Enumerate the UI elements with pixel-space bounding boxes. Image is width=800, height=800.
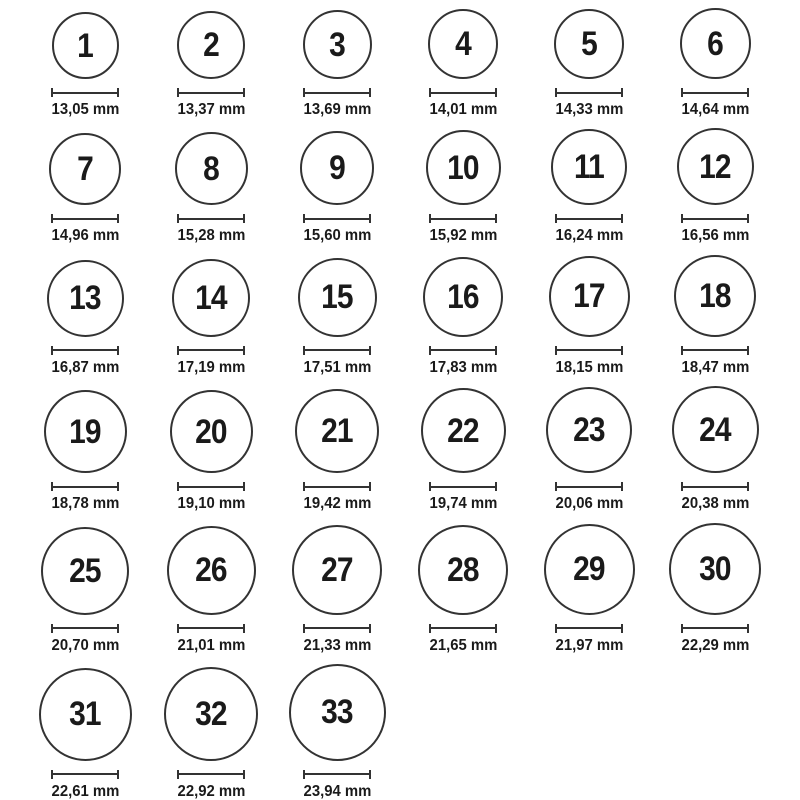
ring-size-number: 16 <box>447 277 479 316</box>
ring-circle <box>44 390 127 473</box>
diameter-ruler-icon <box>303 214 371 223</box>
ring-size-item <box>148 386 274 513</box>
diameter-ruler-icon <box>429 624 497 633</box>
diameter-ruler-icon <box>303 770 371 779</box>
ring-size-item <box>148 523 274 655</box>
ring-circle <box>300 131 374 205</box>
ring-size-number: 25 <box>69 551 101 590</box>
diameter-label: 17,19 mm <box>177 358 245 376</box>
ring-size-number: 31 <box>69 695 101 734</box>
ring-size-item <box>22 8 148 119</box>
diameter-ruler-icon <box>303 482 371 491</box>
ring-circle <box>672 386 759 473</box>
ring-size-number: 18 <box>699 276 731 315</box>
ring-circle <box>428 9 498 79</box>
ring-circle <box>669 523 761 615</box>
diameter-ruler-icon <box>177 482 245 491</box>
ring-circle <box>418 525 508 615</box>
diameter-ruler-icon <box>177 346 245 355</box>
ring-size-item <box>526 386 652 513</box>
diameter-label: 16,56 mm <box>681 227 749 245</box>
ring-size-number: 3 <box>329 25 345 64</box>
ring-size-item <box>400 255 526 377</box>
diameter-label: 16,24 mm <box>555 227 623 245</box>
ring-size-item <box>22 255 148 377</box>
diameter-label: 14,64 mm <box>681 101 749 118</box>
ring-size-item <box>652 386 778 513</box>
ring-size-item <box>526 255 652 377</box>
ring-size-number: 22 <box>447 411 479 450</box>
diameter-label: 21,65 mm <box>429 636 497 654</box>
ring-size-item <box>652 523 778 655</box>
ring-size-number: 2 <box>203 26 219 64</box>
diameter-ruler-icon <box>681 214 749 223</box>
ring-circle <box>47 260 124 337</box>
ring-circle <box>167 526 256 615</box>
ring-size-number: 12 <box>699 147 731 186</box>
ring-circle <box>295 389 379 473</box>
ring-circle <box>292 525 382 615</box>
ring-size-item <box>652 8 778 119</box>
diameter-label: 20,06 mm <box>555 495 623 513</box>
ring-size-number: 7 <box>77 150 93 189</box>
ring-circle <box>52 12 119 79</box>
diameter-label: 18,47 mm <box>681 358 749 376</box>
ring-circle <box>421 388 506 473</box>
ring-circle <box>172 259 250 337</box>
diameter-label: 15,28 mm <box>177 227 245 245</box>
diameter-ruler-icon <box>555 482 623 491</box>
diameter-label: 14,33 mm <box>555 101 623 118</box>
ring-circle <box>170 390 253 473</box>
diameter-ruler-icon <box>177 88 245 97</box>
diameter-ruler-icon <box>51 482 119 491</box>
diameter-label: 17,51 mm <box>303 358 371 376</box>
ring-circle <box>175 132 248 205</box>
diameter-ruler-icon <box>429 214 497 223</box>
diameter-label: 19,10 mm <box>177 495 245 513</box>
diameter-ruler-icon <box>51 770 119 779</box>
diameter-ruler-icon <box>429 88 497 97</box>
ring-size-item <box>148 8 274 119</box>
ring-circle <box>674 255 756 337</box>
diameter-label: 14,01 mm <box>429 101 497 118</box>
ring-size-number: 28 <box>447 550 479 589</box>
ring-size-item <box>22 664 148 800</box>
diameter-ruler-icon <box>681 482 749 491</box>
ring-size-number: 10 <box>447 148 479 187</box>
ring-circle <box>423 257 503 337</box>
ring-size-number: 19 <box>69 412 101 451</box>
ring-size-number: 8 <box>203 149 219 188</box>
ring-size-number: 27 <box>321 550 353 589</box>
diameter-label: 22,92 mm <box>177 782 245 800</box>
diameter-ruler-icon <box>303 624 371 633</box>
diameter-label: 18,15 mm <box>555 358 623 376</box>
diameter-label: 22,29 mm <box>681 636 749 654</box>
diameter-label: 22,61 mm <box>51 782 119 800</box>
ring-size-number: 9 <box>329 149 345 188</box>
diameter-label: 20,70 mm <box>51 636 119 654</box>
ring-circle <box>426 130 501 205</box>
diameter-label: 13,05 mm <box>51 101 119 118</box>
diameter-label: 13,37 mm <box>177 101 245 118</box>
diameter-ruler-icon <box>51 88 119 97</box>
ring-size-number: 24 <box>699 410 731 449</box>
diameter-ruler-icon <box>303 88 371 97</box>
ring-size-number: 30 <box>699 549 731 588</box>
ring-size-number: 23 <box>573 411 605 450</box>
ring-circle <box>677 128 754 205</box>
ring-size-item <box>274 664 400 800</box>
ring-size-item <box>274 128 400 245</box>
diameter-label: 19,42 mm <box>303 495 371 513</box>
ring-size-number: 26 <box>195 551 227 590</box>
ring-size-number: 33 <box>321 693 353 732</box>
ring-size-item <box>274 523 400 655</box>
ring-size-item <box>652 128 778 245</box>
diameter-ruler-icon <box>177 214 245 223</box>
ring-circle <box>303 10 372 79</box>
ring-size-number: 29 <box>573 550 605 589</box>
diameter-label: 21,01 mm <box>177 636 245 654</box>
diameter-label: 15,60 mm <box>303 227 371 245</box>
ring-size-number: 11 <box>574 148 604 187</box>
ring-size-number: 4 <box>455 25 471 63</box>
diameter-label: 15,92 mm <box>429 227 497 245</box>
ring-size-item <box>22 128 148 245</box>
ring-circle <box>164 667 258 761</box>
ring-circle <box>49 133 121 205</box>
diameter-ruler-icon <box>429 482 497 491</box>
diameter-label: 20,38 mm <box>681 495 749 513</box>
diameter-ruler-icon <box>555 214 623 223</box>
diameter-label: 14,96 mm <box>51 227 119 245</box>
ring-size-number: 21 <box>321 412 353 451</box>
diameter-label: 19,74 mm <box>429 495 497 513</box>
ring-size-item <box>400 128 526 245</box>
ring-size-item <box>148 128 274 245</box>
ring-circle <box>289 664 386 761</box>
ring-circle <box>554 9 624 79</box>
diameter-ruler-icon <box>681 88 749 97</box>
diameter-label: 17,83 mm <box>429 358 497 376</box>
diameter-label: 18,78 mm <box>51 495 119 513</box>
ring-circle <box>298 258 377 337</box>
ring-size-item <box>148 664 274 800</box>
ring-circle <box>546 387 632 473</box>
diameter-ruler-icon <box>555 624 623 633</box>
diameter-ruler-icon <box>177 624 245 633</box>
ring-size-number: 20 <box>195 412 227 451</box>
ring-circle <box>41 527 129 615</box>
diameter-ruler-icon <box>555 346 623 355</box>
ring-circle <box>551 129 627 205</box>
ring-size-item <box>274 8 400 119</box>
ring-size-number: 17 <box>573 277 605 316</box>
diameter-ruler-icon <box>51 346 119 355</box>
ring-size-number: 32 <box>195 694 227 733</box>
ring-size-item <box>274 255 400 377</box>
ring-circle <box>544 524 635 615</box>
ring-circle <box>39 668 132 761</box>
diameter-ruler-icon <box>303 346 371 355</box>
diameter-ruler-icon <box>429 346 497 355</box>
ring-size-item <box>526 523 652 655</box>
diameter-ruler-icon <box>51 214 119 223</box>
diameter-label: 13,69 mm <box>303 101 371 118</box>
diameter-label: 16,87 mm <box>51 358 119 376</box>
ring-circle <box>549 256 630 337</box>
diameter-ruler-icon <box>51 624 119 633</box>
ring-size-item <box>526 128 652 245</box>
diameter-label: 23,94 mm <box>303 782 371 800</box>
diameter-label: 21,97 mm <box>555 636 623 654</box>
diameter-ruler-icon <box>555 88 623 97</box>
ring-size-item <box>274 386 400 513</box>
ring-size-item <box>400 8 526 119</box>
ring-circle <box>177 11 245 79</box>
ring-size-item <box>526 8 652 119</box>
ring-size-item <box>22 386 148 513</box>
ring-size-item <box>652 255 778 377</box>
ring-size-number: 5 <box>581 25 597 63</box>
ring-size-item <box>400 523 526 655</box>
ring-size-number: 1 <box>77 26 93 65</box>
diameter-ruler-icon <box>681 346 749 355</box>
diameter-ruler-icon <box>177 770 245 779</box>
diameter-label: 21,33 mm <box>303 636 371 654</box>
ring-size-item <box>400 386 526 513</box>
ring-size-number: 14 <box>195 278 227 317</box>
ring-size-item <box>22 523 148 655</box>
ring-size-number: 15 <box>321 278 353 317</box>
ring-size-number: 13 <box>69 279 101 318</box>
diameter-ruler-icon <box>681 624 749 633</box>
ring-size-number: 6 <box>707 24 723 63</box>
ring-size-item <box>148 255 274 377</box>
ring-circle <box>680 8 751 79</box>
